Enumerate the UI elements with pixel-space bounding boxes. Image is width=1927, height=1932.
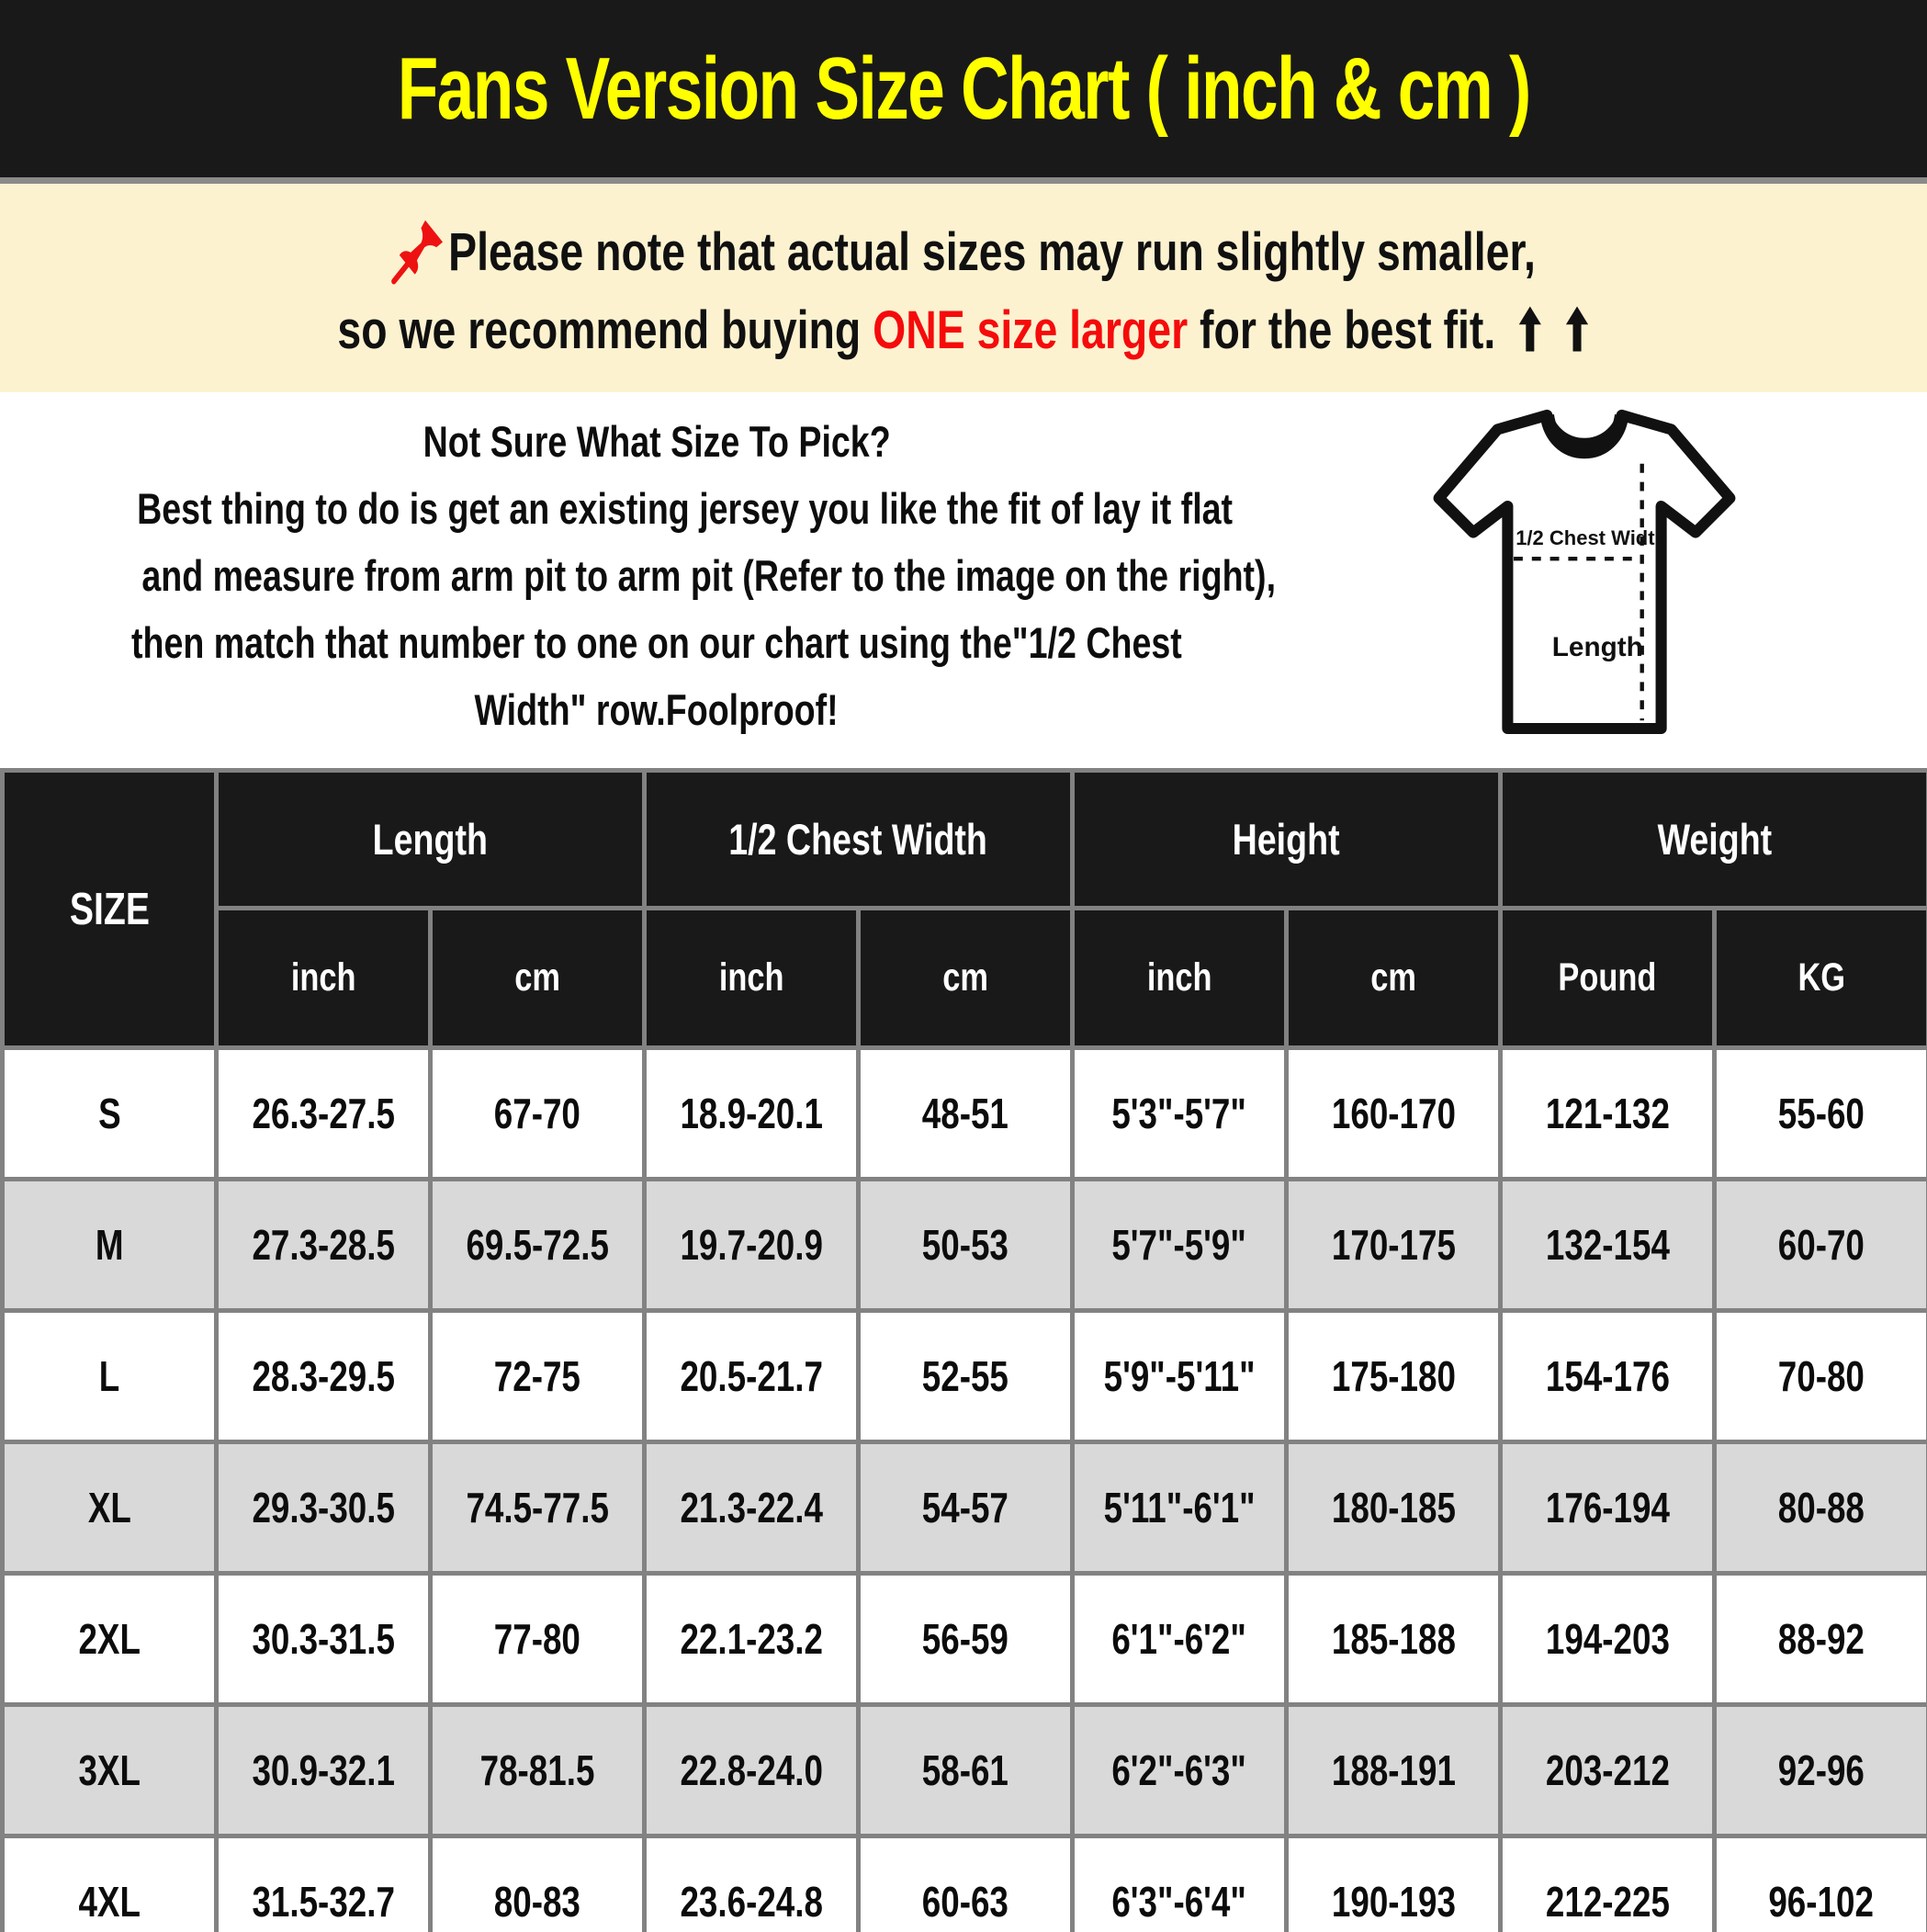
size-label-cell: 3XL (3, 1705, 217, 1836)
guide-line: Best thing to do is get an existing jersey you like the fit of lay it flat (137, 484, 1234, 533)
weight-pound-cell: 154-176 (1501, 1311, 1715, 1442)
guide-line: then match that number to one on our chart using the"1/2 Chest (131, 618, 1182, 667)
tshirt-measurement-diagram (1433, 403, 1736, 751)
size-table-body (3, 1048, 1927, 1932)
guide-text-block (0, 408, 1313, 743)
height-inch-cell: 6'3"-6'4" (1073, 1836, 1287, 1932)
column-header-chest-width: 1/2 Chest Width (645, 771, 1073, 909)
unit-header-weight-pound: Pound (1501, 909, 1715, 1048)
size-label-cell: L (3, 1311, 217, 1442)
weight-pound-cell: 121-132 (1501, 1048, 1715, 1180)
unit-header-length-cm: cm (431, 909, 645, 1048)
title-bar (0, 0, 1927, 177)
weight-pound-cell: 203-212 (1501, 1705, 1715, 1836)
weight-kg-cell: 96-102 (1715, 1836, 1927, 1932)
chest-inch-cell: 20.5-21.7 (645, 1311, 859, 1442)
height-cm-cell: 190-193 (1287, 1836, 1501, 1932)
pushpin-icon (391, 215, 447, 285)
length-inch-cell: 27.3-28.5 (217, 1180, 431, 1311)
height-inch-cell: 6'1"-6'2" (1073, 1574, 1287, 1705)
length-cm-cell: 72-75 (431, 1311, 645, 1442)
chest-inch-cell: 18.9-20.1 (645, 1048, 859, 1180)
chest-cm-cell: 60-63 (859, 1836, 1073, 1932)
chest-cm-cell: 58-61 (859, 1705, 1073, 1836)
size-row (3, 1836, 1927, 1932)
height-cm-cell: 180-185 (1287, 1442, 1501, 1574)
note-banner (0, 184, 1927, 392)
chest-width-label: 1/2 Chest Width (1516, 525, 1668, 549)
weight-pound-cell: 132-154 (1501, 1180, 1715, 1311)
chest-inch-cell: 23.6-24.8 (645, 1836, 859, 1932)
chest-cm-cell: 48-51 (859, 1048, 1073, 1180)
length-cm-cell: 78-81.5 (431, 1705, 645, 1836)
unit-header-chest-cm: cm (859, 909, 1073, 1048)
up-arrow-icon (1564, 305, 1589, 353)
unit-header-length-inch: inch (217, 909, 431, 1048)
one-size-larger-highlight: ONE size larger (872, 300, 1188, 360)
size-row (3, 1574, 1927, 1705)
measuring-guide-section (0, 392, 1927, 768)
length-cm-cell: 74.5-77.5 (431, 1442, 645, 1574)
length-inch-cell: 30.3-31.5 (217, 1574, 431, 1705)
size-row (3, 1442, 1927, 1574)
chest-inch-cell: 22.1-23.2 (645, 1574, 859, 1705)
length-cm-cell: 77-80 (431, 1574, 645, 1705)
size-row (3, 1180, 1927, 1311)
note-text-2-prefix: so we recommend buying (337, 300, 873, 360)
chest-cm-cell: 50-53 (859, 1180, 1073, 1311)
note-line-2 (181, 299, 1746, 361)
unit-header-height-inch: inch (1073, 909, 1287, 1048)
column-header-height: Height (1073, 771, 1501, 909)
group-header-row (3, 771, 1927, 909)
guide-line: and measure from arm pit to arm pit (Refer to the image on the right), (141, 551, 1277, 600)
size-row (3, 1311, 1927, 1442)
chest-inch-cell: 21.3-22.4 (645, 1442, 859, 1574)
unit-header-weight-kg: KG (1715, 909, 1927, 1048)
chest-inch-cell: 22.8-24.0 (645, 1705, 859, 1836)
weight-kg-cell: 60-70 (1715, 1180, 1927, 1311)
size-table (0, 768, 1927, 1932)
length-label: Length (1551, 631, 1643, 662)
column-header-weight: Weight (1501, 771, 1927, 909)
chest-cm-cell: 54-57 (859, 1442, 1073, 1574)
height-inch-cell: 5'3"-5'7" (1073, 1048, 1287, 1180)
weight-kg-cell: 88-92 (1715, 1574, 1927, 1705)
height-cm-cell: 188-191 (1287, 1705, 1501, 1836)
length-inch-cell: 28.3-29.5 (217, 1311, 431, 1442)
unit-header-chest-inch: inch (645, 909, 859, 1048)
height-cm-cell: 175-180 (1287, 1311, 1501, 1442)
page-title: Fans Version Size Chart ( inch & cm ) (397, 39, 1530, 138)
length-cm-cell: 67-70 (431, 1048, 645, 1180)
weight-kg-cell: 92-96 (1715, 1705, 1927, 1836)
weight-pound-cell: 212-225 (1501, 1836, 1715, 1932)
size-label-cell: XL (3, 1442, 217, 1574)
height-cm-cell: 170-175 (1287, 1180, 1501, 1311)
size-label-cell: S (3, 1048, 217, 1180)
column-header-size: SIZE (3, 771, 217, 1048)
height-inch-cell: 5'11"-6'1" (1073, 1442, 1287, 1574)
weight-pound-cell: 194-203 (1501, 1574, 1715, 1705)
note-line-1 (248, 215, 1679, 285)
chest-cm-cell: 52-55 (859, 1311, 1073, 1442)
tshirt-outline (1439, 415, 1730, 729)
size-label-cell: M (3, 1180, 217, 1311)
length-inch-cell: 31.5-32.7 (217, 1836, 431, 1932)
size-label-cell: 4XL (3, 1836, 217, 1932)
chest-cm-cell: 56-59 (859, 1574, 1073, 1705)
length-cm-cell: 69.5-72.5 (431, 1180, 645, 1311)
chest-inch-cell: 19.7-20.9 (645, 1180, 859, 1311)
guide-heading: Not Sure What Size To Pick? (423, 417, 891, 466)
unit-header-height-cm: cm (1287, 909, 1501, 1048)
size-row (3, 1705, 1927, 1836)
length-inch-cell: 29.3-30.5 (217, 1442, 431, 1574)
height-cm-cell: 185-188 (1287, 1574, 1501, 1705)
height-cm-cell: 160-170 (1287, 1048, 1501, 1180)
up-arrow-icon (1517, 305, 1542, 353)
unit-header-row (3, 909, 1927, 1048)
weight-pound-cell: 176-194 (1501, 1442, 1715, 1574)
section-divider (0, 177, 1927, 184)
size-table-header (3, 771, 1927, 1048)
note-text-1: Please note that actual sizes may run slightly smaller, (448, 222, 1537, 282)
length-cm-cell: 80-83 (431, 1836, 645, 1932)
height-inch-cell: 5'7"-5'9" (1073, 1180, 1287, 1311)
weight-kg-cell: 55-60 (1715, 1048, 1927, 1180)
note-text-2-suffix: for the best fit. (1187, 300, 1496, 360)
column-header-length: Length (217, 771, 645, 909)
guide-line: Width" row.Foolproof! (474, 685, 840, 734)
height-inch-cell: 6'2"-6'3" (1073, 1705, 1287, 1836)
length-inch-cell: 30.9-32.1 (217, 1705, 431, 1836)
weight-kg-cell: 80-88 (1715, 1442, 1927, 1574)
tshirt-collar (1547, 415, 1621, 452)
size-label-cell: 2XL (3, 1574, 217, 1705)
weight-kg-cell: 70-80 (1715, 1311, 1927, 1442)
height-inch-cell: 5'9"-5'11" (1073, 1311, 1287, 1442)
length-inch-cell: 26.3-27.5 (217, 1048, 431, 1180)
size-row (3, 1048, 1927, 1180)
